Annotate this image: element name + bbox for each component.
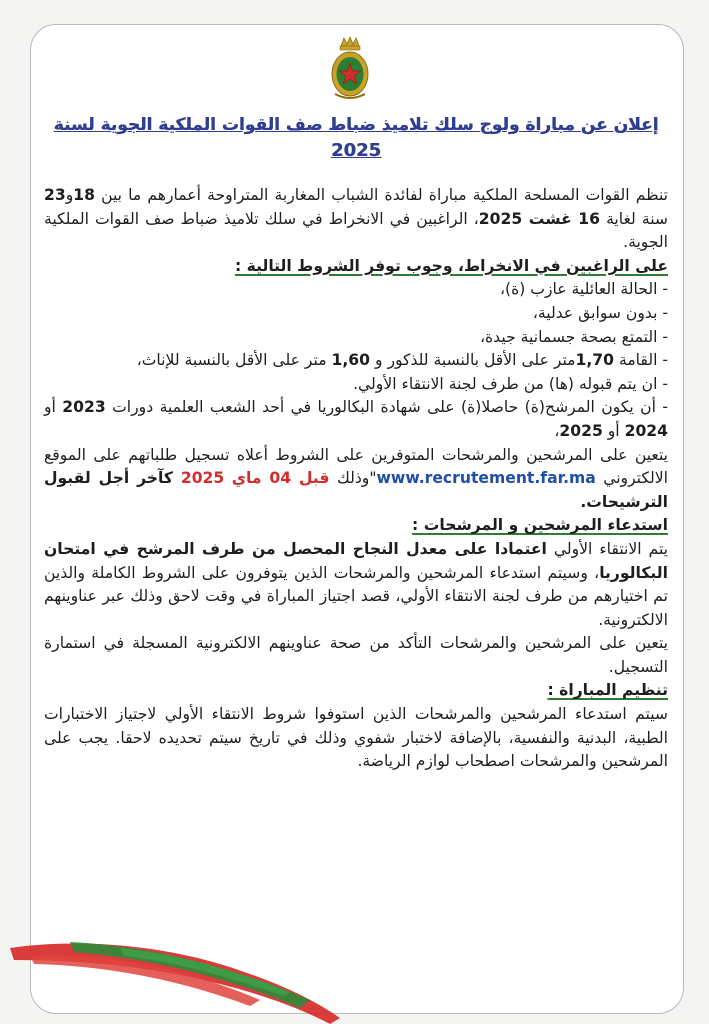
bac-end: ، (554, 421, 560, 440)
condition-item: - التمتع بصحة جسمانية جيدة، (479, 327, 668, 346)
announcement-title (44, 112, 668, 164)
intro-and: و (65, 186, 74, 204)
height-male: 1,70 (575, 351, 615, 370)
bac-or-1: أو (44, 398, 63, 417)
intro-text-2: سنة لغاية (600, 209, 668, 228)
registration-text-1: يتعين على المرشحين والمرشحات المتوفرين على الشروط أعلاه تسجيل طلباتهم على الموقع الالكتروني (44, 445, 668, 488)
intro-text-1: تنظم القوات المسلحة الملكية مباراة لفائدة الشباب المغاربة المتراوحة أعمارهم ما بين (94, 186, 668, 204)
convocation-paragraph-2: يتعين على المرشحين والمرشحات التأكد من صحة عناوينهم الالكترونية المسجلة في استمارة التسجيل. (44, 634, 668, 676)
age-max: 23 (44, 186, 66, 204)
condition-bac (44, 396, 668, 443)
conditions-heading: على الراغبين في الانخراط، وجوب توفر الشروط التالية : (234, 256, 668, 275)
convocation-text-2: ، وسيتم استدعاء المرشحين والمرشحات الذين يتوفرون على الشروط الكاملة والذين تم اختيارهم من طرف لجنة الانتقاء الأولي، قصد اجتياز المباراة في وقت لاحق وذلك عبر عناوينهم الالكترونية. (44, 563, 668, 629)
convocation-paragraph (44, 538, 668, 632)
convocation-heading: استدعاء المرشحين و المرشحات : (412, 516, 668, 535)
intro-paragraph (44, 184, 668, 255)
bac-year-1: 2023 (62, 398, 106, 417)
height-text-1: - القامة (614, 351, 668, 370)
registration-deadline: قبل 04 ماي (231, 469, 330, 488)
announcement-body (44, 112, 668, 774)
registration-paragraph (44, 444, 668, 515)
age-deadline: 16 غشت 2025 (478, 209, 600, 228)
condition-accept: - ان يتم قبوله (ها) من طرف لجنة الانتقاء الأولي. (353, 374, 668, 393)
convocation-text-1: يتم الانتقاء الأولي (546, 539, 668, 558)
bac-year-2: 2024 (624, 421, 668, 440)
height-female: 1,60 (331, 351, 370, 370)
convocation-bold: اعتمادا على معدل النجاح المحصل من طرف المرشح في امتحان البكالوريا (44, 539, 668, 582)
title-text: إعلان عن مباراة ولوج سلك تلاميذ ضباط صف القوات الملكية الجوية لسنة (53, 115, 659, 135)
organization-paragraph: سيتم استدعاء المرشحين والمرشحات الذين استوفوا شروط الانتقاء الأولي لاجتياز الاختبارات الطبية، البدنية والنفسية، بالإضافة لاختبار شفوي وذلك في تاريخ سيتم تحديده لاحقا. يجب على المرشحين والمرشحات اصطحاب لوازم الرياضة. (44, 705, 668, 771)
height-text-3: متر على الأقل بالنسبة للإناث، (136, 351, 332, 370)
flag-brush-icon (0, 930, 340, 1024)
bac-text: - أن يكون المرشح(ة) حاصلا(ة) على شهادة البكالوريا في أحد الشعب العلمية دورات (105, 398, 668, 417)
bac-year-3: 2025 (559, 421, 603, 440)
condition-item: - الحالة العائلية عازب (ة)، (499, 280, 668, 299)
bac-or-2: أو (602, 421, 625, 440)
far-emblem-icon (327, 36, 373, 102)
registration-quote: " (369, 469, 377, 488)
age-min: 18 (73, 186, 95, 204)
registration-text-3: كآخر أجل لقبول الترشيحات. (44, 469, 668, 511)
condition-height (44, 349, 668, 373)
organization-heading: تنظيم المباراة : (547, 681, 668, 700)
registration-deadline-year: 2025 (180, 469, 225, 488)
intro-text-3: ، الراغبين في الانخراط في سلك تلاميذ ضباط صف القوات الملكية الجوية. (44, 209, 668, 252)
height-text-2: متر على الأقل بالنسبة للذكور و (370, 351, 576, 370)
condition-item: - بدون سوابق عدلية، (532, 303, 668, 322)
registration-url-link[interactable]: www.recrutement.far.ma (376, 469, 596, 488)
title-year: 2025 (330, 140, 382, 161)
registration-text-2: وذلك (329, 469, 370, 488)
